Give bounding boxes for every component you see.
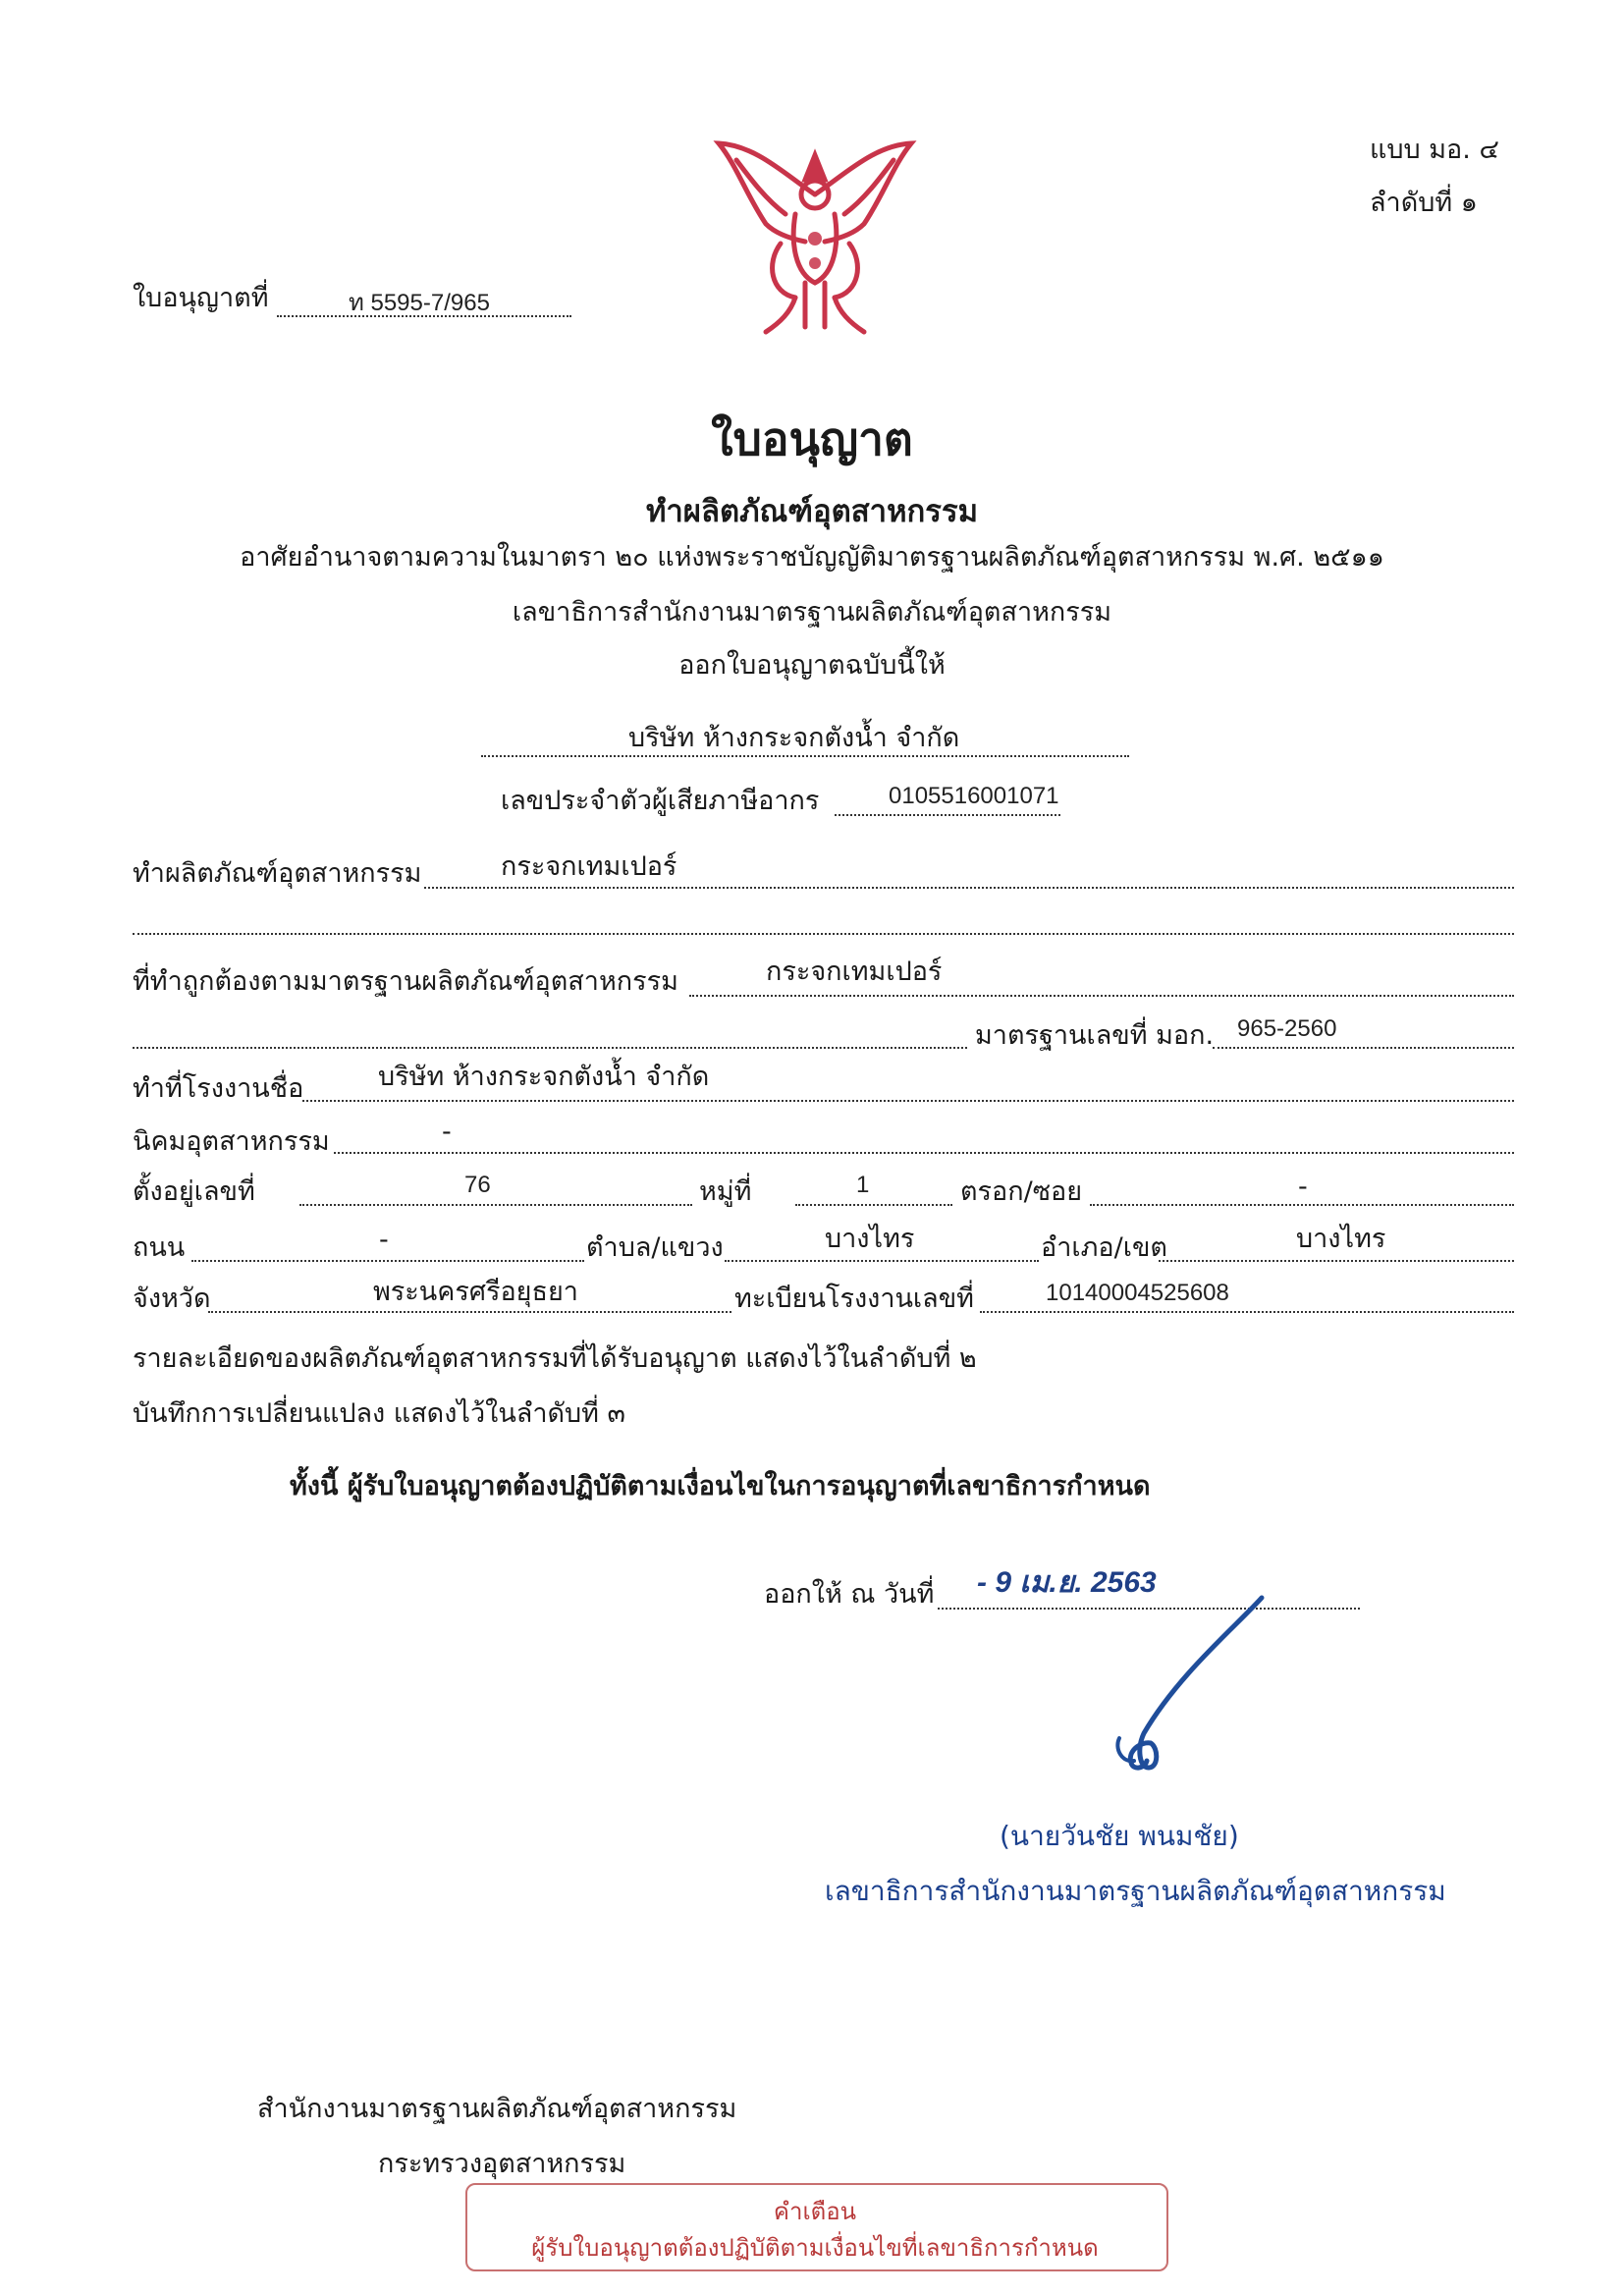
form-sequence: ลำดับที่ ๑: [1370, 188, 1478, 218]
standard-label: ที่ทำถูกต้องตามมาตรฐานผลิตภัณฑ์อุตสาหกรรม: [133, 966, 678, 997]
address-value: 76: [464, 1172, 491, 1198]
signatory-position: เลขาธิการสำนักงานมาตรฐานผลิตภัณฑ์อุตสาหกรรม: [825, 1875, 1446, 1907]
standard-value: กระจกเทมเปอร์: [766, 956, 943, 987]
district-label: อำเภอ/เขต: [1041, 1232, 1167, 1263]
standard-number-label: มาตรฐานเลขที่ มอก.: [975, 1020, 1215, 1051]
page-title: ใบอนุญาต: [711, 412, 913, 465]
factory-name-value: บริษัท ห้างกระจกตังน้ำ จำกัด: [378, 1062, 710, 1092]
signatory-name: (นายวันชัย พนมชัย): [1000, 1820, 1239, 1852]
soi-value: -: [1298, 1172, 1308, 1202]
tax-id-value: 0105516001071: [889, 783, 1059, 809]
province-value: พระนครศรีอยุธยา: [373, 1277, 578, 1307]
garuda-emblem: [697, 136, 933, 342]
moo-value: 1: [856, 1172, 870, 1198]
factory-name-label: ทำที่โรงงานชื่อ: [133, 1073, 304, 1104]
preamble-line-2: เลขาธิการสำนักงานมาตรฐานผลิตภัณฑ์อุตสาหกรรม: [512, 597, 1112, 628]
subdistrict-label: ตำบล/แขวง: [586, 1232, 724, 1263]
licensee-name: บริษัท ห้างกระจกตังน้ำ จำกัด: [628, 723, 960, 753]
issue-date-label: ออกให้ ณ วันที่: [764, 1579, 935, 1610]
road-label: ถนน: [133, 1232, 186, 1263]
estate-value: -: [442, 1117, 452, 1147]
province-label: จังหวัด: [133, 1284, 211, 1314]
factory-reg-value: 10140004525608: [1046, 1280, 1229, 1306]
license-number-label: ใบอนุญาตที่: [133, 283, 269, 313]
warning-text: ผู้รับใบอนุญาตต้องปฏิบัติตามเงื่อนไขที่เลขาธิการกำหนด: [531, 2234, 1099, 2262]
tax-id-label: เลขประจำตัวผู้เสียภาษีอากร: [501, 786, 820, 816]
form-code: แบบ มอ. ๔: [1370, 135, 1499, 165]
district-value: บางไทร: [1296, 1224, 1386, 1254]
moo-label: หมู่ที่: [699, 1176, 752, 1207]
agency-line-2: กระทรวงอุตสาหกรรม: [378, 2149, 626, 2179]
preamble-line-3: ออกใบอนุญาตฉบับนี้ให้: [678, 650, 946, 681]
signature-mark: [1060, 1586, 1276, 1782]
product-label: ทำผลิตภัณฑ์อุตสาหกรรม: [133, 858, 422, 889]
estate-label: นิคมอุตสาหกรรม: [133, 1126, 330, 1157]
note-line-1: รายละเอียดของผลิตภัณฑ์อุตสาหกรรมที่ได้รับอนุญาต แสดงไว้ในลำดับที่ ๒: [133, 1343, 977, 1374]
page-subtitle: ทำผลิตภัณฑ์อุตสาหกรรม: [645, 494, 979, 529]
factory-reg-label: ทะเบียนโรงงานเลขที่: [734, 1284, 974, 1314]
product-value: กระจกเทมเปอร์: [501, 851, 677, 882]
issue-date-value: - 9 เม.ย. 2563: [977, 1566, 1157, 1599]
note-line-2: บันทึกการเปลี่ยนแปลง แสดงไว้ในลำดับที่ ๓: [133, 1398, 625, 1429]
preamble-line-1: อาศัยอำนาจตามความในมาตรา ๒๐ แห่งพระราชบัญญัติมาตรฐานผลิตภัณฑ์อุตสาหกรรม พ.ศ. ๒๕๑๑: [240, 542, 1384, 573]
subdistrict-value: บางไทร: [825, 1224, 915, 1254]
soi-label: ตรอก/ซอย: [960, 1176, 1083, 1207]
warning-title: คำเตือน: [773, 2198, 857, 2225]
condition-text: ทั้งนี้ ผู้รับใบอนุญาตต้องปฏิบัติตามเงื่อนไขในการอนุญาตที่เลขาธิการกำหนด: [290, 1471, 1151, 1502]
road-value: -: [379, 1225, 389, 1255]
license-number-value: ท 5595-7/965: [349, 290, 490, 316]
agency-line-1: สำนักงานมาตรฐานผลิตภัณฑ์อุตสาหกรรม: [257, 2094, 737, 2124]
address-label: ตั้งอยู่เลขที่: [133, 1176, 255, 1207]
standard-number-value: 965-2560: [1237, 1015, 1337, 1042]
